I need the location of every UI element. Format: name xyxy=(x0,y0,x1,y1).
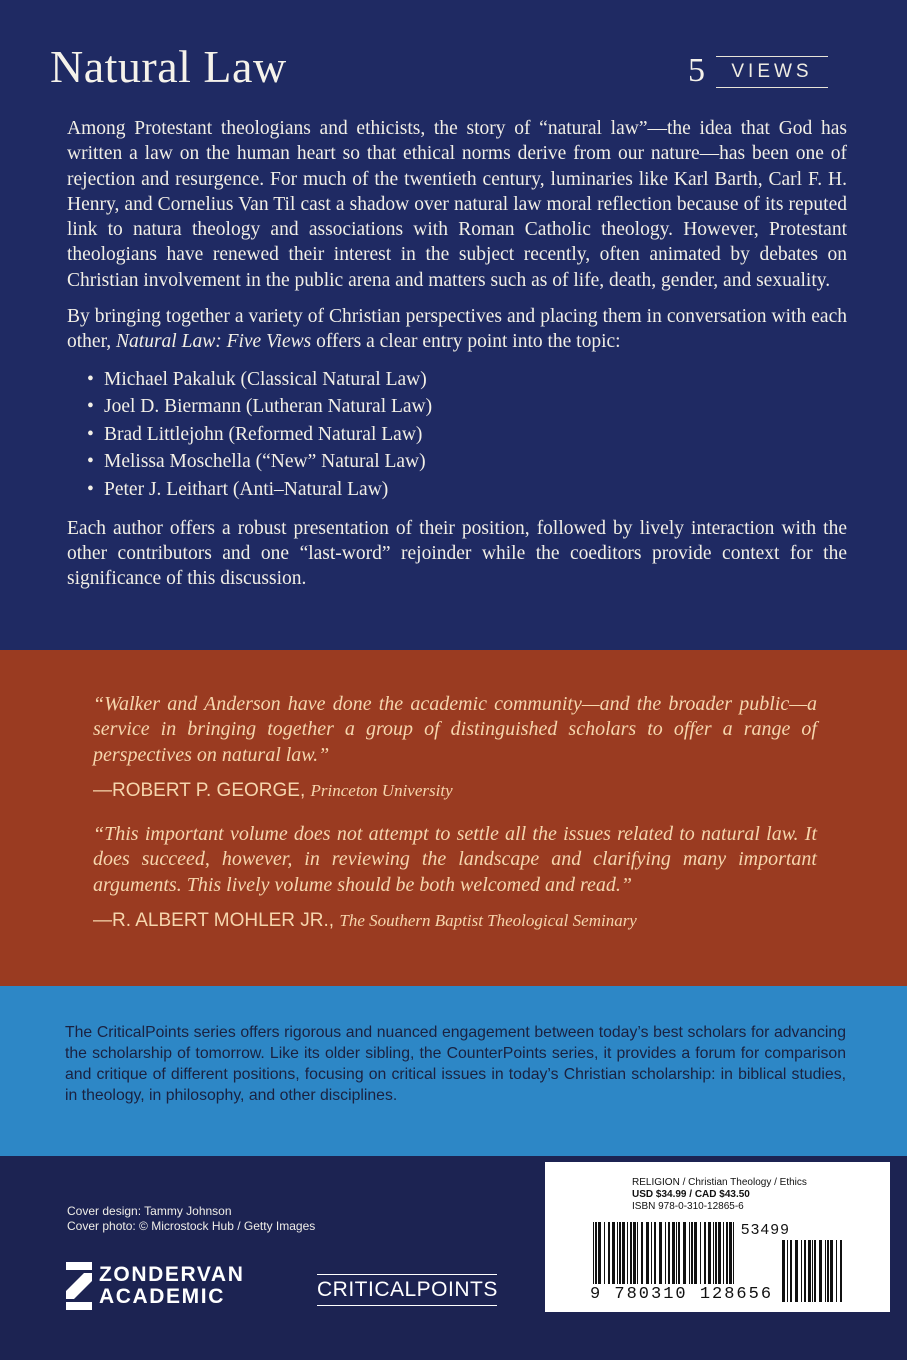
series-logo-text: CRITICALPOINTS xyxy=(317,1278,498,1301)
views-number: 5 xyxy=(688,52,705,89)
book-description xyxy=(67,116,847,603)
criticalpoints-logo xyxy=(317,1274,497,1306)
cover-credits xyxy=(67,1204,315,1234)
book-title-inline: Natural Law: Five Views xyxy=(116,331,312,353)
endorsement-quote: “Walker and Anderson have done the academic community—and the broader public—a service in bringing together a group of distinguished scholars to offer a range of perspectives on natural law.” xyxy=(93,693,817,766)
endorser-name: —ROBERT P. GEORGE, xyxy=(93,779,306,801)
book-title: Natural Law xyxy=(50,41,287,92)
endorsement-quote: “This important volume does not attempt to settle all the issues related to natural law. It does succeed, however, in reviewing the landscape and clarifying many important arguments. This lively volume should be both welcomed and read.” xyxy=(93,823,817,896)
series-blurb: The CriticalPoints series offers rigorous and nuanced engagement between today’s best scholars for advancing the scholarship of tomorrow. Like its older sibling, the CounterPoints series, it provides a forum for comparison and critique of different positions, focusing on critical issues in today’s Christian scholarship: in biblical studies, in theology, in philosophy, and other disciplines. xyxy=(65,1024,846,1104)
barcode-box xyxy=(545,1162,890,1312)
contributor-item: • Michael Pakaluk (Classical Natural Law) xyxy=(87,366,847,394)
endorser-affiliation: Princeton University xyxy=(310,780,453,800)
price-addon-digits: 53499 xyxy=(741,1221,791,1238)
isbn-label: ISBN 978-0-310-12865-6 xyxy=(632,1201,744,1212)
endorsement-1 xyxy=(93,692,817,802)
cover-design-credit: Cover design: Tammy Johnson xyxy=(67,1204,232,1218)
contributor-item: • Joel D. Biermann (Lutheran Natural Law) xyxy=(87,393,847,421)
endorsement-2 xyxy=(93,822,817,932)
description-paragraph-3: Each author offers a robust presentation of their position, followed by lively interaction with the other contributors and one “last-word” rejoinder while the coeditors provide context for the significance of this discussion. xyxy=(67,517,847,590)
logo-rule xyxy=(317,1305,497,1306)
endorser-affiliation: The Southern Baptist Theological Seminary xyxy=(339,910,637,930)
description-paragraph-1: Among Protestant theologians and ethicists, the story of “natural law”—the idea that God has written a law on the human heart so that ethical norms derive from our nature—has been one of rejection and resurgence. For much of the twentieth century, luminaries like Karl Barth, Carl F. H. Henry, and Cornelius Van Til cast a shadow over natural law moral reflection because of its reputed link to natura theology and associations with Roman Catholic theology. However, Protestant theologians have renewed their interest in the subject recently, often animated by debates on Christian involvement in the public arena and matters such as of life, death, gender, and sexuality. xyxy=(67,118,847,291)
contributor-item: • Peter J. Leithart (Anti–Natural Law) xyxy=(87,476,847,504)
views-word: VIEWS xyxy=(716,56,828,88)
price-label: USD $34.99 / CAD $43.50 xyxy=(632,1189,750,1200)
publisher-name: ZONDERVAN ACADEMIC xyxy=(99,1263,245,1308)
endorser-name: —R. ALBERT MOHLER JR., xyxy=(93,909,335,931)
description-paragraph-2: By bringing together a variety of Christian perspectives and placing them in conversation with each other, Natural Law: Five Views offers a clear entry point into the topic: xyxy=(67,306,847,353)
bisac-category: RELIGION / Christian Theology / Ethics xyxy=(632,1177,807,1188)
contributor-item: • Melissa Moschella (“New” Natural Law) xyxy=(87,448,847,476)
contributor-item: • Brad Littlejohn (Reformed Natural Law) xyxy=(87,421,847,449)
zondervan-mark-icon xyxy=(66,1262,92,1310)
endorsement-attribution xyxy=(93,780,817,802)
cover-photo-credit: Cover photo: © Microstock Hub / Getty Images xyxy=(67,1219,316,1233)
contributor-list xyxy=(67,366,847,504)
endorsement-attribution xyxy=(93,910,817,932)
isbn-barcode-digits: 9 780310 128656 xyxy=(590,1285,774,1304)
